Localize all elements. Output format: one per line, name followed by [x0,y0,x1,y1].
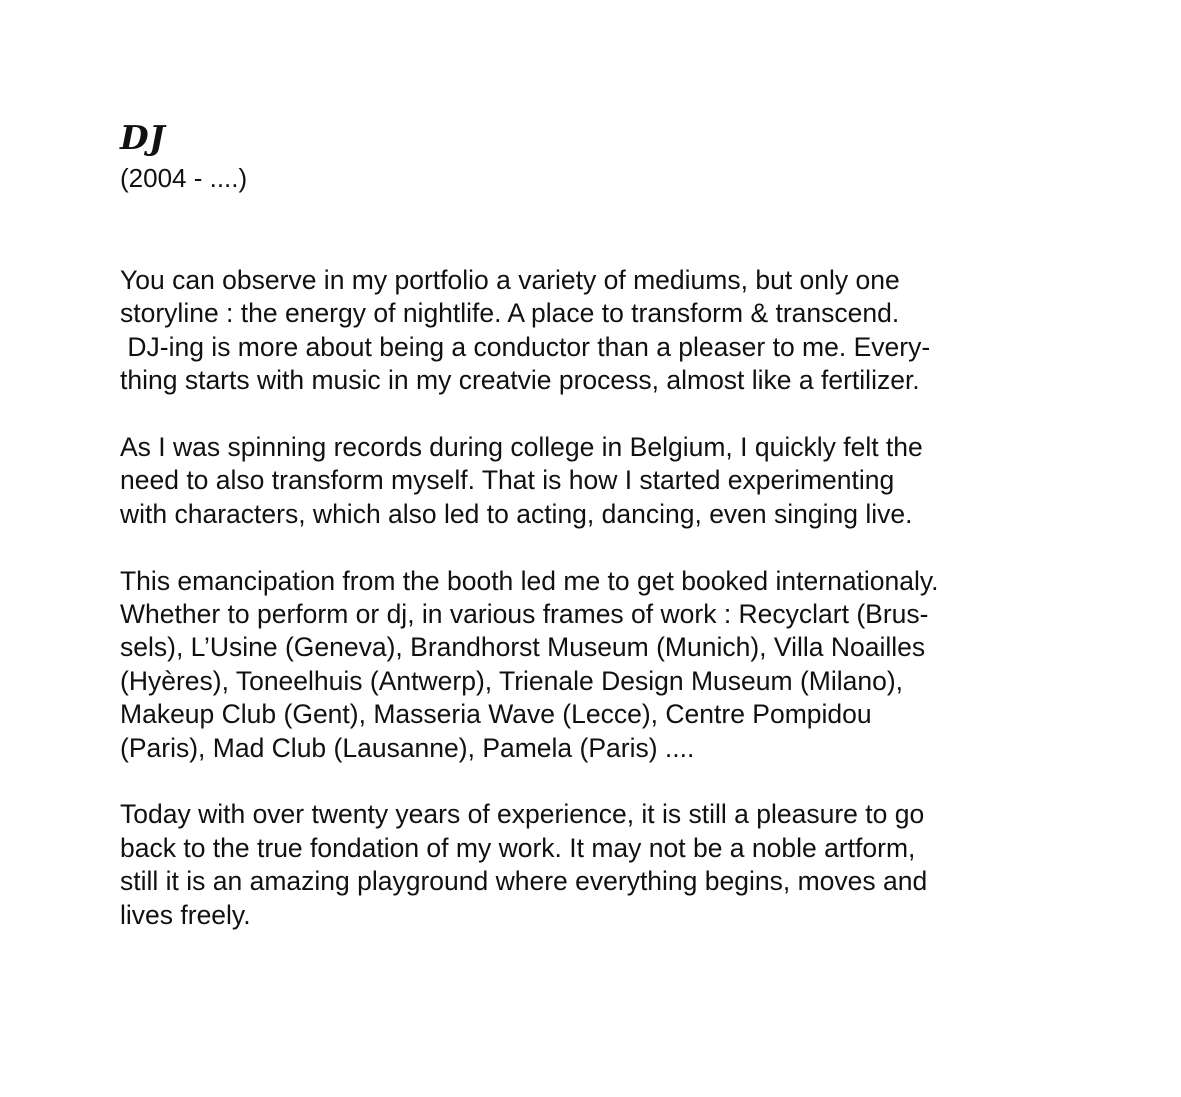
text-line: Whether to perform or dj, in various frames of work : Recyclart (Brus- [120,599,929,630]
text-line: back to the true fondation of my work. It may not be a noble artform, [120,832,916,863]
text-line: Makeup Club (Gent), Masseria Wave (Lecce), Centre Pompidou [120,699,872,730]
text-line: still it is an amazing playground where everything begins, moves and [120,866,928,897]
body-text [120,264,1080,932]
page-title: DJ [120,118,166,157]
text-line: lives freely. [120,899,251,930]
text-line: You can observe in my portfolio a variety of mediums, but only one [120,265,900,295]
text-line: storyline : the energy of nightlife. A place to transform & transcend. [120,298,900,329]
paragraph-today [120,798,1080,932]
dj-section [120,118,1080,965]
text-line: DJ-ing is more about being a conductor than a pleaser to me. Every- [120,331,931,362]
paragraph-intro [120,264,1080,398]
text-line: thing starts with music in my creatvie process, almost like a fertilizer. [120,365,920,396]
paragraph-college [120,431,1080,531]
paragraph-international [120,565,1080,765]
text-line: (Paris), Mad Club (Lausanne), Pamela (Paris) .... [120,732,695,763]
text-line: Today with over twenty years of experience, it is still a pleasure to go [120,799,925,830]
text-line: sels), L’Usine (Geneva), Brandhorst Museum (Munich), Villa Noailles [120,632,926,663]
years-range: (2004 - ....) [120,163,248,193]
text-line: This emancipation from the booth led me to get booked internationaly. [120,565,939,596]
text-line: with characters, which also led to acting, dancing, even singing live. [120,498,913,529]
text-line: (Hyères), Toneelhuis (Antwerp), Trienale Design Museum (Milano), [120,665,904,696]
text-line: As I was spinning records during college in Belgium, I quickly felt the [120,432,923,463]
text-line: need to also transform myself. That is how I started experimenting [120,465,895,496]
